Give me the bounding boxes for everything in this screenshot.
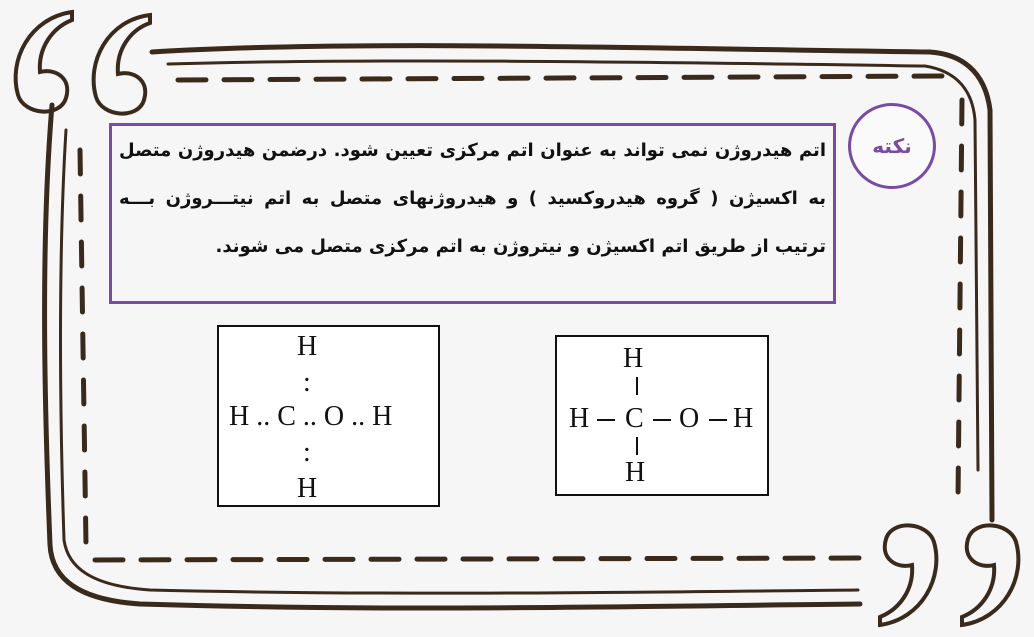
note-label: نکته xyxy=(872,134,912,158)
lewis-bottom-h: H xyxy=(297,473,318,504)
bond-h-c xyxy=(597,419,615,421)
lewis-top-h: H xyxy=(297,331,318,362)
struct-left-h: H xyxy=(569,403,590,434)
struct-bottom-h: H xyxy=(625,457,646,488)
struct-center-c: C xyxy=(625,403,644,434)
lewis-colon-top: : xyxy=(303,367,311,398)
struct-top-h: H xyxy=(623,343,644,374)
bond-o-h xyxy=(709,419,727,421)
note-text: اتم هیدروژن نمی تواند به عنوان اتم مرکزی تعیین شود. درضمن هیدروژن متصل به اکسیژن ( گروه هیدروکسید ) و هیدروژنهای متصل به اتم نیتـــروژن بـــه ترتیب از طریق اتم اکسیژن و نیتروژن به اتم مرکزی متصل می شوند. xyxy=(119,140,826,257)
structural-formula-box xyxy=(555,335,769,496)
lewis-row: H .. C .. O .. H xyxy=(229,401,393,432)
note-badge xyxy=(848,103,936,189)
bond-vertical-top xyxy=(636,377,638,395)
lewis-structure-box xyxy=(217,325,440,507)
struct-o: O xyxy=(679,403,700,434)
bond-vertical-bottom xyxy=(636,437,638,455)
bond-c-o xyxy=(653,419,671,421)
struct-right-h: H xyxy=(733,403,754,434)
lewis-colon-bottom: : xyxy=(303,437,311,468)
